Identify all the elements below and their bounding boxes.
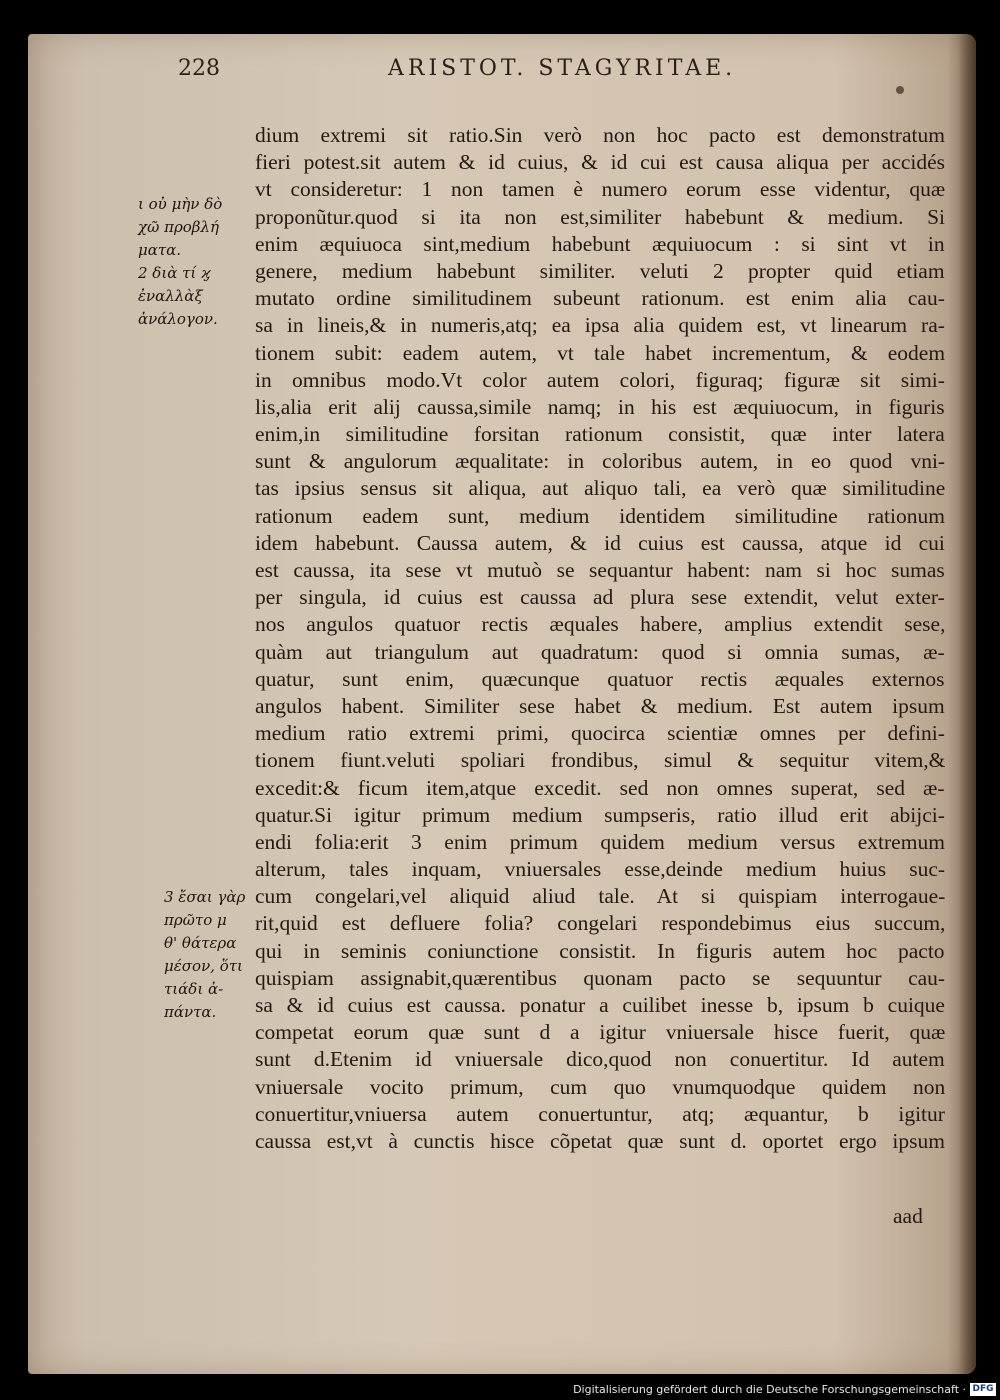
text-line: medium ratio extremi primi, quocirca scientiæ omnes per defini- (255, 721, 945, 746)
margin-note-line: τιάδι ἀ- (164, 980, 224, 998)
text-line: endi folia:erit 3 enim primum quidem medium versus extremum (255, 829, 945, 854)
text-line: caussa est,vt à cunctis hisce cõpetat quæ sunt d. oportet ergo ipsum (255, 1128, 945, 1153)
text-line: nos angulos quatuor rectis æquales habere, amplius extendit sese, (255, 612, 945, 637)
margin-note-line: 2 διὰ τί ϗ (138, 264, 211, 282)
page-number: 228 (178, 56, 220, 81)
text-line: quatur.Si igitur primum medium sumpseris, ratio illud erit abijci- (255, 802, 945, 827)
text-line: quispiam assignabit,quærentibus quonam pacto se sequuntur cau- (255, 965, 945, 990)
digitization-footer (0, 1382, 1000, 1400)
margin-note-line: ι οὐ μὴν δὸ (138, 195, 223, 213)
text-line: quàm aut triangulum aut quadratum: quod si omnia sumas, æ- (255, 639, 945, 664)
catchword: aad (893, 1204, 923, 1228)
text-line: quatur, sunt enim, quæcunque quatuor rectis æquales externos (255, 666, 945, 691)
margin-note-line: ἀνάλογον. (138, 310, 218, 328)
margin-note-line: 3 ἔσαι γὰρ (164, 888, 246, 906)
text-line: cum congelari,vel aliquid aliud tale. At si quispiam interrogaue- (255, 884, 945, 909)
margin-note-line: πρῶτο μ (164, 911, 227, 929)
text-line: per singula, id cuius est caussa ad plura sese extendit, velut exter- (255, 585, 945, 610)
text-line: proponũtur.quod si ita non est,similiter habebunt & medium. Si (255, 204, 945, 229)
text-line: in omnibus modo.Vt color autem colori, figuraq; figuræ sit simi- (255, 367, 945, 392)
text-line: rationum eadem sunt, medium identidem similitudine rationum (255, 503, 945, 528)
text-line: enim,in similitudine forsitan rationum consistit, quæ inter latera (255, 422, 945, 447)
page-edge-shadow (958, 34, 976, 1374)
margin-note-line: χῶ προβλή (138, 218, 219, 236)
dfg-logo: DFG (970, 1383, 996, 1396)
text-line: vt consideretur: 1 non tamen è numero eorum esse videntur, quæ (255, 177, 945, 202)
margin-note-line: ἐναλλὰξ (138, 287, 203, 305)
text-line: tionem subit: eadem autem, vt tale habet incrementum, & eodem (255, 340, 945, 365)
text-line: dium extremi sit ratio.Sin verò non hoc pacto est demonstratum (255, 123, 945, 147)
text-line: lis,alia erit alij caussa,simile namq; in his est æquiuocum, in figuris (255, 394, 945, 419)
text-line: enim æquiuoca sint,medium habebunt æquiuocum : si sint vt in (255, 231, 945, 256)
margin-note-line: ματα. (138, 241, 182, 259)
text-line: sa in lineis,& in numeris,atq; ea ipsa alia quidem est, vt linearum ra- (255, 313, 945, 338)
margin-note-line: πάντα. (164, 1003, 217, 1021)
text-line: est caussa, ita sese vt mutuò se sequantur habent: nam si hoc sumas (255, 558, 945, 582)
text-line: angulos habent. Similiter sese habet & medium. Est autem ipsum (255, 693, 945, 718)
text-line: mutato ordine similitudinem subeunt rationum. est enim alia cau- (255, 286, 945, 311)
text-line: competat eorum quæ sunt d a igitur vniuersale hisce fuerit, quæ (255, 1020, 945, 1045)
text-line: fieri potest.sit autem & id cuius, & id cui est causa aliqua per accidés (255, 150, 945, 175)
margin-note-greek-1 (138, 193, 258, 331)
margin-note-line: θ' θάτερα (164, 934, 237, 952)
text-line: conuertitur,vniuersa autem conuertuntur, atq; æquantur, b igitur (255, 1101, 945, 1126)
text-line: qui in seminis coniunctione consistit. In figuris autem hoc pacto (255, 938, 945, 963)
running-head: ARISTOT. STAGYRITAE. (388, 56, 737, 81)
text-line: sa & id cuius est caussa. ponatur a cuilibet inesse b, ipsum b cuique (255, 993, 945, 1017)
text-line: genere, medium habebunt similiter. veluti 2 propter quid etiam (255, 258, 945, 283)
text-line: excedit:& ficum item,atque excedit. sed non omnes superat, sed æ- (255, 775, 945, 800)
ink-spot (896, 86, 904, 94)
text-line: alterum, tales inquam, vniuersales esse,deinde medium huius suc- (255, 857, 945, 882)
text-line: sunt & angulorum æqualitate: in coloribus autem, in eo quod vni- (255, 449, 945, 474)
text-line: tionem fiunt.veluti spoliari frondibus, simul & sequitur vitem,& (255, 748, 945, 773)
text-line: sunt d.Etenim id vniuersale dico,quod non conuertitur. Id autem (255, 1047, 945, 1072)
text-line: tas ipsius sensus sit aliqua, aut aliquo tali, ea verò quæ similitudine (255, 476, 945, 501)
body-text (255, 122, 945, 1155)
text-line: idem habebunt. Caussa autem, & id cuius est caussa, atque id cui (255, 530, 945, 555)
margin-note-line: μέσον, ὅτι (164, 957, 243, 975)
text-line: vniuersale vocito primum, cum quo vnumquodque quidem non (255, 1074, 945, 1099)
footer-credit: Digitalisierung gefördert durch die Deutsche Forschungsgemeinschaft · (573, 1383, 966, 1396)
margin-note-greek-2 (164, 886, 264, 1024)
text-line: rit,quid est defluere folia? congelari respondebimus eius succum, (255, 911, 945, 936)
